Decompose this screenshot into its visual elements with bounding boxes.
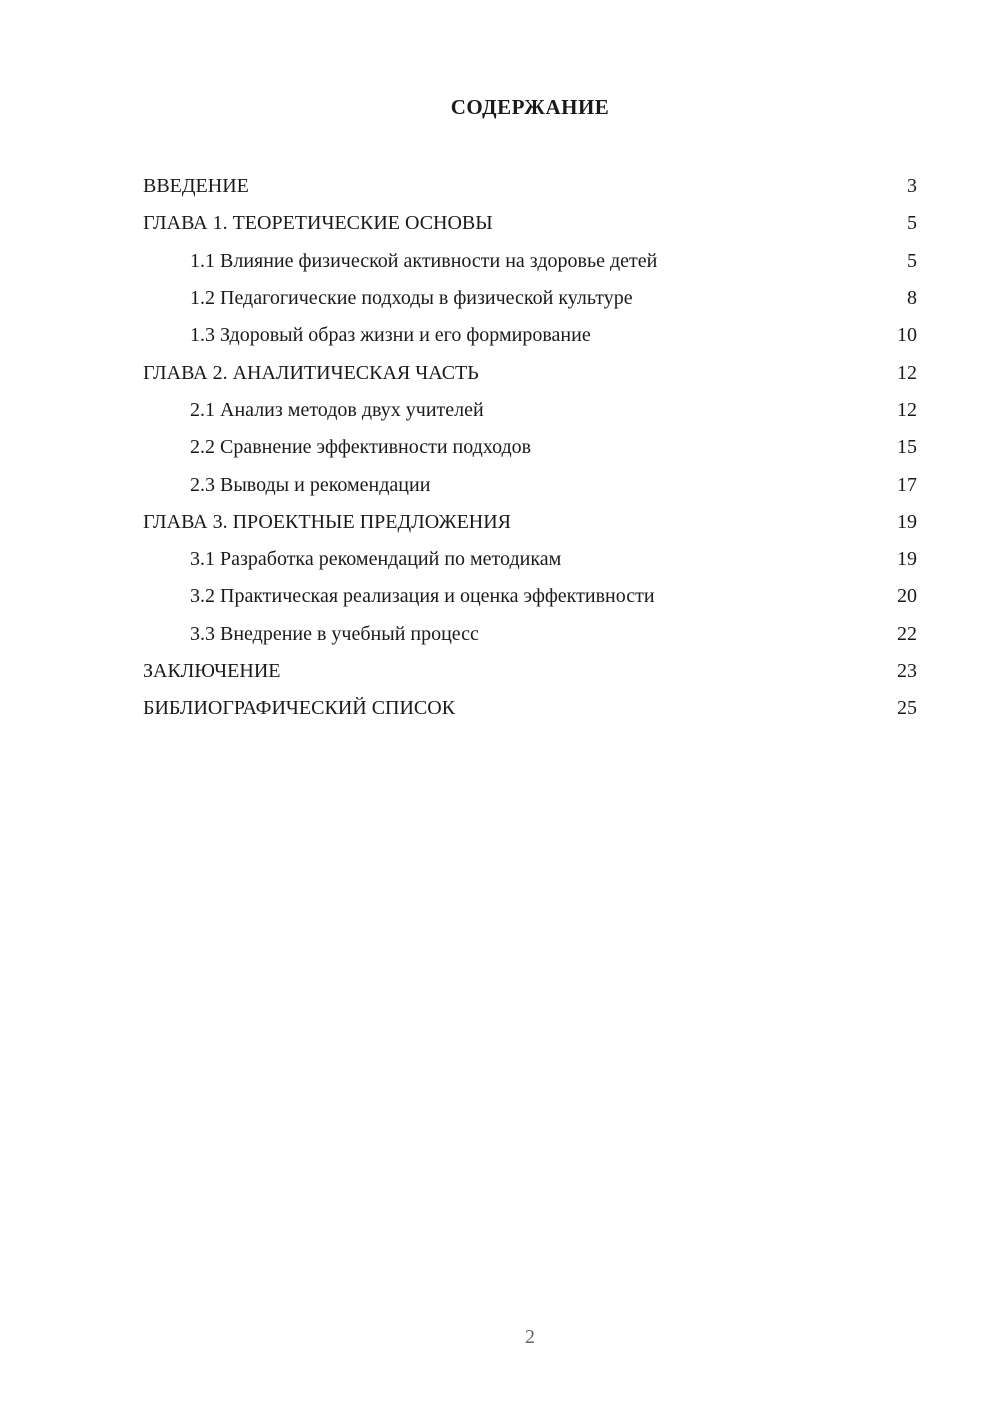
toc-entry-page-number: 12 (897, 361, 917, 384)
toc-entry-label: 1.3 Здоровый образ жизни и его формирование (190, 324, 591, 347)
toc-entry-label: 3.1 Разработка рекомендаций по методикам (190, 548, 562, 571)
toc-entry-label: 2.3 Выводы и рекомендации (190, 473, 431, 496)
toc-entry-label: 1.1 Влияние физической активности на здоровье детей (190, 249, 658, 272)
toc-entry-page-number: 19 (897, 510, 917, 533)
toc-entry-page-number: 12 (897, 398, 917, 421)
toc-entry-label: 3.3 Внедрение в учебный процесс (190, 622, 479, 645)
toc-entry-label: БИБЛИОГРАФИЧЕСКИЙ СПИСОК (143, 697, 456, 720)
footer-page-number: 2 (525, 1326, 535, 1348)
toc-entry (143, 392, 917, 429)
toc-entry (143, 354, 917, 391)
toc-entry (143, 280, 917, 317)
toc-entry (143, 205, 917, 242)
toc-entry-page-number: 10 (897, 324, 917, 347)
toc-entry-page-number: 22 (897, 622, 917, 645)
toc-entry (143, 466, 917, 503)
toc-entry (143, 317, 917, 354)
toc-entry-page-number: 5 (907, 212, 917, 235)
toc-entry-label: ГЛАВА 1. ТЕОРЕТИЧЕСКИЕ ОСНОВЫ (143, 212, 493, 235)
table-of-contents (143, 168, 917, 727)
toc-entry-page-number: 25 (897, 697, 917, 720)
page-title: СОДЕРЖАНИЕ (450, 95, 610, 119)
toc-entry-label: ВВЕДЕНИЕ (143, 175, 249, 198)
toc-entry-page-number: 5 (907, 249, 917, 272)
toc-entry (143, 690, 917, 727)
toc-entry-label: ГЛАВА 3. ПРОЕКТНЫЕ ПРЕДЛОЖЕНИЯ (143, 510, 512, 533)
toc-entry-label: ГЛАВА 2. АНАЛИТИЧЕСКАЯ ЧАСТЬ (143, 361, 479, 384)
toc-entry (143, 168, 917, 205)
toc-entry (143, 243, 917, 280)
toc-entry-page-number: 8 (907, 287, 917, 310)
toc-entry-label: ЗАКЛЮЧЕНИЕ (143, 660, 281, 682)
toc-entry (143, 541, 917, 578)
toc-entry (143, 653, 917, 690)
toc-entry-page-number: 17 (897, 473, 917, 496)
toc-entry-label: 2.2 Сравнение эффективности подходов (190, 436, 532, 459)
toc-entry-page-number: 19 (897, 548, 917, 571)
toc-entry-page-number: 20 (897, 585, 917, 608)
toc-entry-page-number: 15 (897, 436, 917, 459)
toc-entry-label: 3.2 Практическая реализация и оценка эффективности (190, 585, 655, 608)
toc-entry (143, 578, 917, 615)
toc-entry-label: 1.2 Педагогические подходы в физической культуре (190, 287, 633, 310)
toc-entry-page-number: 23 (897, 660, 917, 682)
toc-entry (143, 616, 917, 653)
toc-entry (143, 429, 917, 466)
toc-entry-label: 2.1 Анализ методов двух учителей (190, 398, 484, 421)
toc-entry (143, 504, 917, 541)
toc-entry-page-number: 3 (907, 175, 917, 198)
